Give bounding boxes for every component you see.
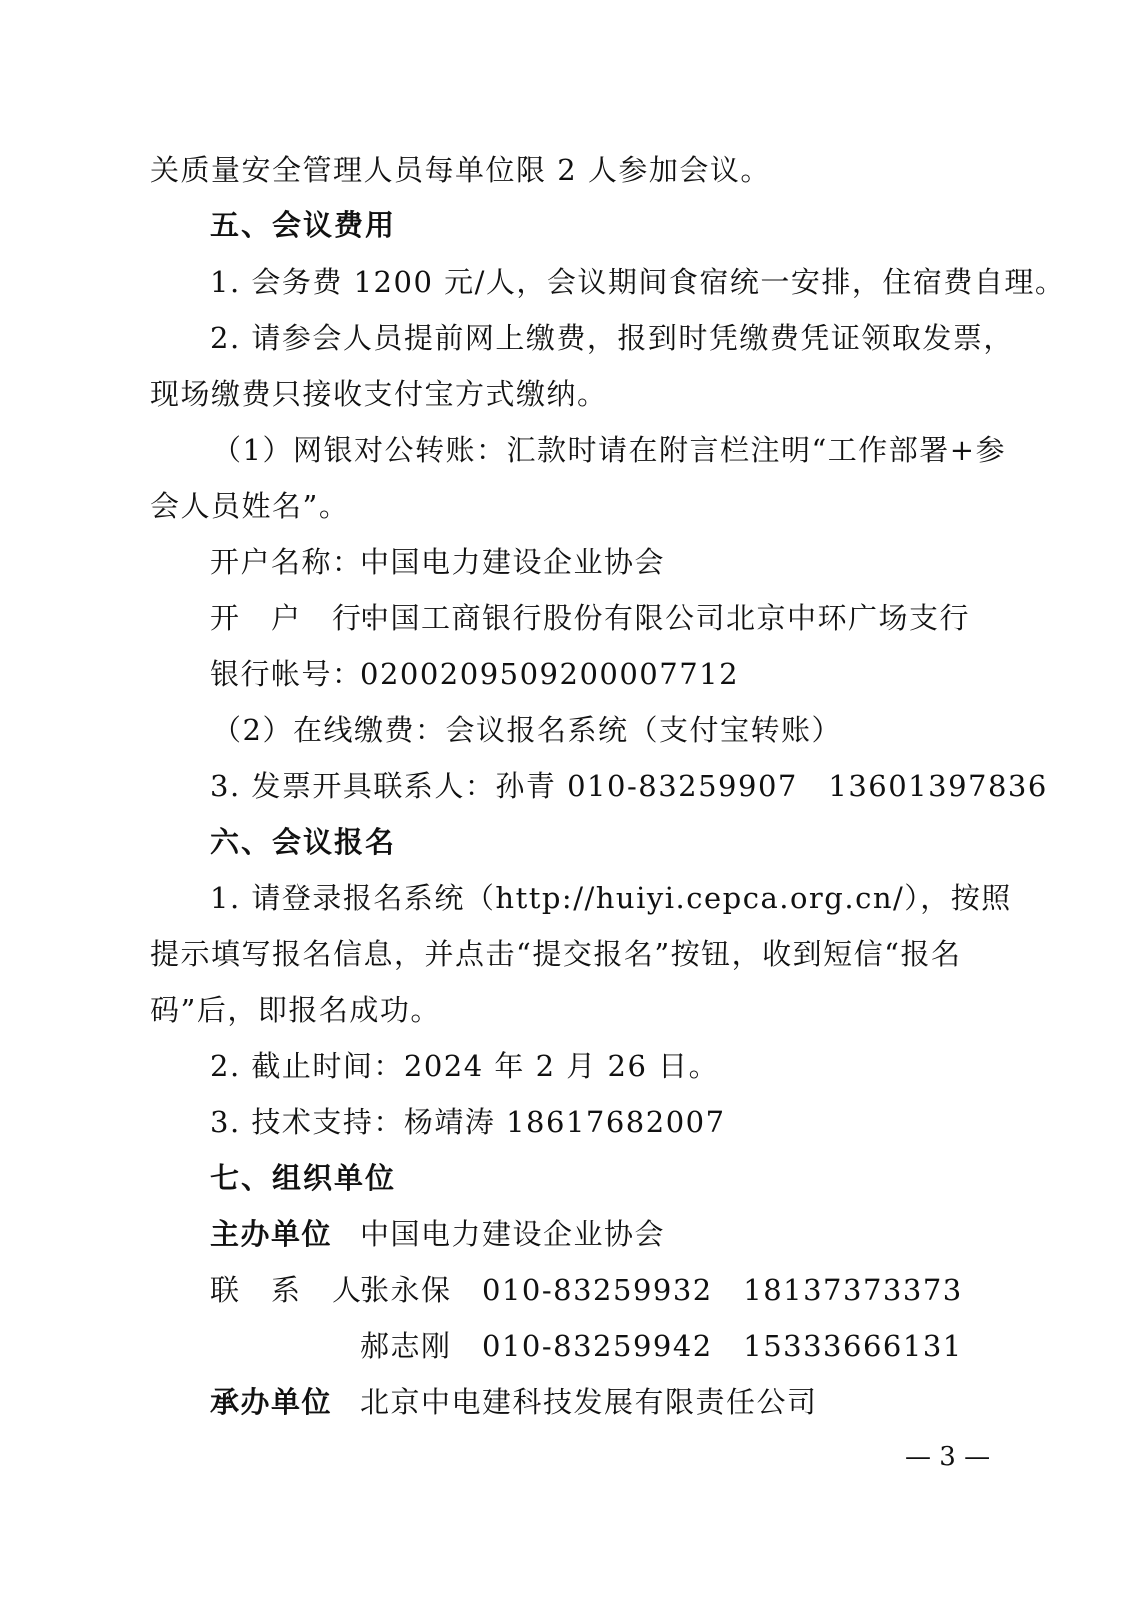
registration-item-1-continued: 提示填写报名信息，并点击“提交报名”按钮，收到短信“报名: [150, 937, 962, 971]
organizer-label: 承办单位: [210, 1385, 333, 1419]
page-number: — 3 —: [905, 1442, 991, 1472]
host-label: 主办单位: [210, 1217, 333, 1251]
technical-support: 3. 技术支持：杨靖涛 18617682007: [210, 1105, 726, 1139]
registration-item-1: 1. 请登录报名系统（http://huiyi.cepca.org.cn/），按照: [210, 881, 1012, 915]
bank-transfer-note-continued: 会人员姓名”。: [150, 489, 350, 523]
fee-item-2: 2. 请参会人员提前网上缴费，报到时凭缴费凭证领取发票，: [210, 321, 1014, 355]
online-payment-note: （2）在线缴费：会议报名系统（支付宝转账）: [212, 713, 842, 747]
registration-item-1-continued-2: 码”后，即报名成功。: [150, 993, 441, 1027]
contact-person-1: 张永保 010-83259932 18137373373: [360, 1273, 963, 1307]
contact-person-2: 郝志刚 010-83259942 15333666131: [360, 1329, 963, 1363]
bank-value: 中国工商银行股份有限公司北京中环广场支行: [360, 601, 971, 635]
paragraph-continuation: 关质量安全管理人员每单位限 2 人参加会议。: [150, 153, 771, 187]
host-value: 中国电力建设企业协会: [360, 1217, 666, 1251]
bank-label: 开 户 行：: [210, 601, 394, 635]
section-heading-fees: 五、会议费用: [210, 208, 397, 242]
bank-transfer-note: （1）网银对公转账：汇款时请在附言栏注明“工作部署+参: [212, 433, 1007, 467]
section-heading-registration: 六、会议报名: [210, 825, 397, 859]
invoice-contact: 3. 发票开具联系人：孙青 010-83259907 13601397836: [210, 769, 1048, 803]
account-number-value: 0200209509200007712: [360, 657, 740, 691]
account-name-value: 中国电力建设企业协会: [360, 545, 666, 579]
account-name-label: 开户名称：: [210, 545, 363, 579]
section-heading-organizers: 七、组织单位: [210, 1161, 397, 1195]
fee-item-2-continued: 现场缴费只接收支付宝方式缴纳。: [150, 377, 608, 411]
organizer-value: 北京中电建科技发展有限责任公司: [360, 1385, 818, 1419]
registration-deadline: 2. 截止时间：2024 年 2 月 26 日。: [210, 1049, 720, 1083]
fee-item-1: 1. 会务费 1200 元/人，会议期间食宿统一安排，住宿费自理。: [210, 265, 1066, 299]
account-number-label: 银行帐号：: [210, 657, 363, 691]
contact-label: 联 系 人：: [210, 1273, 394, 1307]
